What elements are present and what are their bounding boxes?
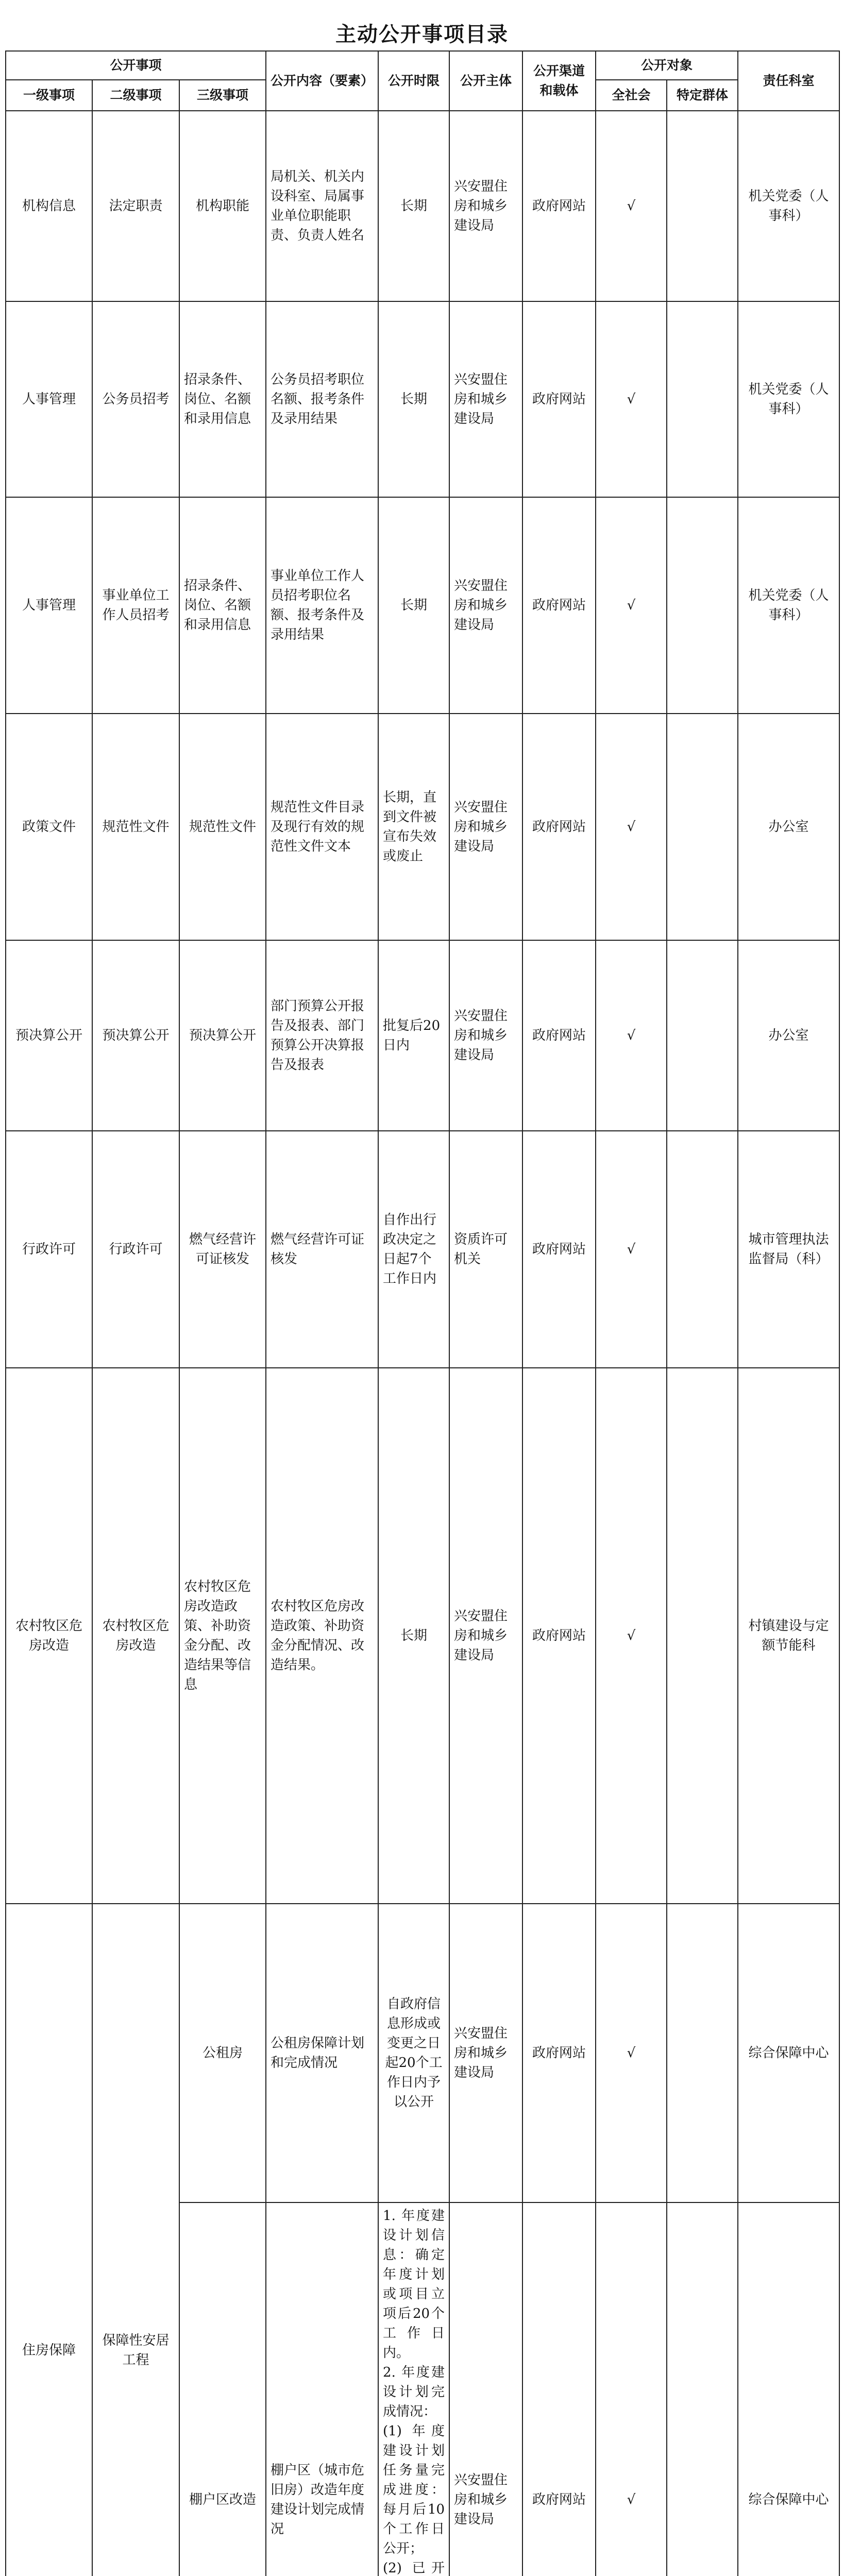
cell-society-check: √ [596,2202,667,2576]
cell-channel: 政府网站 [522,940,596,1131]
cell-specific [667,2202,738,2576]
table-row [6,1368,839,1904]
cell-level1: 机构信息 [6,111,92,301]
cell-society-check: √ [596,111,667,301]
header-dept: 责任科室 [738,51,839,111]
table-row [6,111,839,301]
cell-content: 燃气经营许可证核发 [266,1131,378,1368]
cell-level3: 招录条件、岗位、名额和录用信息 [179,497,266,714]
cell-specific [667,497,738,714]
cell-dept: 综合保障中心 [738,2202,839,2576]
cell-specific [667,301,738,497]
cell-society-check: √ [596,714,667,940]
cell-level2: 预决算公开 [92,940,179,1131]
cell-content: 棚户区（城市危旧房）改造年度建设计划完成情况 [266,2202,378,2576]
cell-subject: 兴安盟住房和城乡建设局 [449,497,522,714]
header-subject: 公开主体 [449,51,522,111]
cell-content: 规范性文件目录及现行有效的规范性文件文本 [266,714,378,940]
cell-level1: 住房保障 [6,1904,92,2576]
cell-channel: 政府网站 [522,1904,596,2202]
cell-level3: 预决算公开 [179,940,266,1131]
cell-dept: 机关党委（人事科） [738,497,839,714]
cell-level2: 法定职责 [92,111,179,301]
cell-content: 部门预算公开报告及报表、部门预算公开决算报告及报表 [266,940,378,1131]
cell-level2: 规范性文件 [92,714,179,940]
cell-level1: 农村牧区危房改造 [6,1368,92,1904]
cell-level2: 事业单位工作人员招考 [92,497,179,714]
cell-specific [667,1368,738,1904]
period-note: 1. 年度建设计划信息：确定年度计划或项目立项后20个工作日内。 [383,2208,445,2361]
header-level1: 一级事项 [6,80,92,111]
cell-period: 长期 [378,1368,449,1904]
cell-level1: 行政许可 [6,1131,92,1368]
table-row [6,301,839,497]
table-row [6,1904,839,2202]
cell-dept: 综合保障中心 [738,1904,839,2202]
cell-specific [667,1904,738,2202]
cell-channel: 政府网站 [522,1368,596,1904]
cell-society-check: √ [596,301,667,497]
cell-level3: 燃气经营许可证核发 [179,1131,266,1368]
cell-level1: 政策文件 [6,714,92,940]
table-row [6,940,839,1131]
cell-dept: 机关党委（人事科） [738,301,839,497]
cell-period: 长期，直到文件被宣布失效或废止 [378,714,449,940]
period-note: (2) 已开 [383,2561,445,2576]
header-content: 公开内容（要素） [266,51,378,111]
cell-dept: 办公室 [738,940,839,1131]
cell-level1: 人事管理 [6,497,92,714]
cell-period: 长期 [378,301,449,497]
cell-level2: 公务员招考 [92,301,179,497]
cell-level3: 规范性文件 [179,714,266,940]
cell-dept: 办公室 [738,714,839,940]
cell-level3: 公租房 [179,1904,266,2202]
cell-content: 公务员招考职位名额、报考条件及录用结果 [266,301,378,497]
page-title: 主动公开事项目录 [335,22,509,46]
header-matters-group: 公开事项 [6,51,266,80]
cell-level3: 农村牧区危房改造政策、补助资金分配、改造结果等信息 [179,1368,266,1904]
period-note: (1) 年度建设计划任务量完成进度：每月后10个工作日公开； [383,2424,445,2556]
cell-dept: 机关党委（人事科） [738,111,839,301]
cell-content: 农村牧区危房改造政策、补助资金分配情况、改造结果。 [266,1368,378,1904]
header-audience-group: 公开对象 [596,51,738,80]
cell-subject: 兴安盟住房和城乡建设局 [449,1368,522,1904]
cell-level2: 保障性安居工程 [92,1904,179,2576]
cell-content: 局机关、机关内设科室、局属事业单位职能职责、负责人姓名 [266,111,378,301]
cell-dept: 村镇建设与定额节能科 [738,1368,839,1904]
cell-society-check: √ [596,497,667,714]
header-level3: 三级事项 [179,80,266,111]
cell-channel: 政府网站 [522,497,596,714]
cell-specific [667,940,738,1131]
cell-subject: 兴安盟住房和城乡建设局 [449,940,522,1131]
cell-level3: 招录条件、岗位、名额和录用信息 [179,301,266,497]
header-period: 公开时限 [378,51,449,111]
cell-subject: 兴安盟住房和城乡建设局 [449,301,522,497]
cell-subject: 兴安盟住房和城乡建设局 [449,111,522,301]
cell-channel: 政府网站 [522,1131,596,1368]
cell-level2: 行政许可 [92,1131,179,1368]
cell-period: 长期 [378,497,449,714]
cell-period: 批复后20日内 [378,940,449,1131]
cell-society-check: √ [596,940,667,1131]
disclosure-table [5,50,840,2576]
cell-period-notes [378,2202,449,2576]
cell-subject: 资质许可机关 [449,1131,522,1368]
cell-subject: 兴安盟住房和城乡建设局 [449,2202,522,2576]
cell-subject: 兴安盟住房和城乡建设局 [449,714,522,940]
cell-society-check: √ [596,1904,667,2202]
header-society: 全社会 [596,80,667,111]
cell-level1: 预决算公开 [6,940,92,1131]
cell-period: 自作出行政决定之日起7个工作日内 [378,1131,449,1368]
cell-channel: 政府网站 [522,111,596,301]
table-row [6,714,839,940]
cell-channel: 政府网站 [522,2202,596,2576]
cell-channel: 政府网站 [522,714,596,940]
cell-level2: 农村牧区危房改造 [92,1368,179,1904]
cell-level3: 机构职能 [179,111,266,301]
cell-specific [667,1131,738,1368]
cell-content: 公租房保障计划和完成情况 [266,1904,378,2202]
cell-content: 事业单位工作人员招考职位名额、报考条件及录用结果 [266,497,378,714]
cell-channel: 政府网站 [522,301,596,497]
cell-dept: 城市管理执法监督局（科） [738,1131,839,1368]
header-level2: 二级事项 [92,80,179,111]
cell-level1: 人事管理 [6,301,92,497]
table-row [6,497,839,714]
table-row [6,1131,839,1368]
cell-period: 自政府信息形成或变更之日起20个工作日内予以公开 [378,1904,449,2202]
cell-society-check: √ [596,1131,667,1368]
header-channel: 公开渠道和载体 [522,51,596,111]
cell-period: 长期 [378,111,449,301]
header-specific: 特定群体 [667,80,738,111]
cell-specific [667,111,738,301]
cell-society-check: √ [596,1368,667,1904]
period-note: 2. 年度建设计划完成情况： [383,2365,445,2419]
cell-level3: 棚户区改造 [179,2202,266,2576]
cell-subject: 兴安盟住房和城乡建设局 [449,1904,522,2202]
cell-specific [667,714,738,940]
